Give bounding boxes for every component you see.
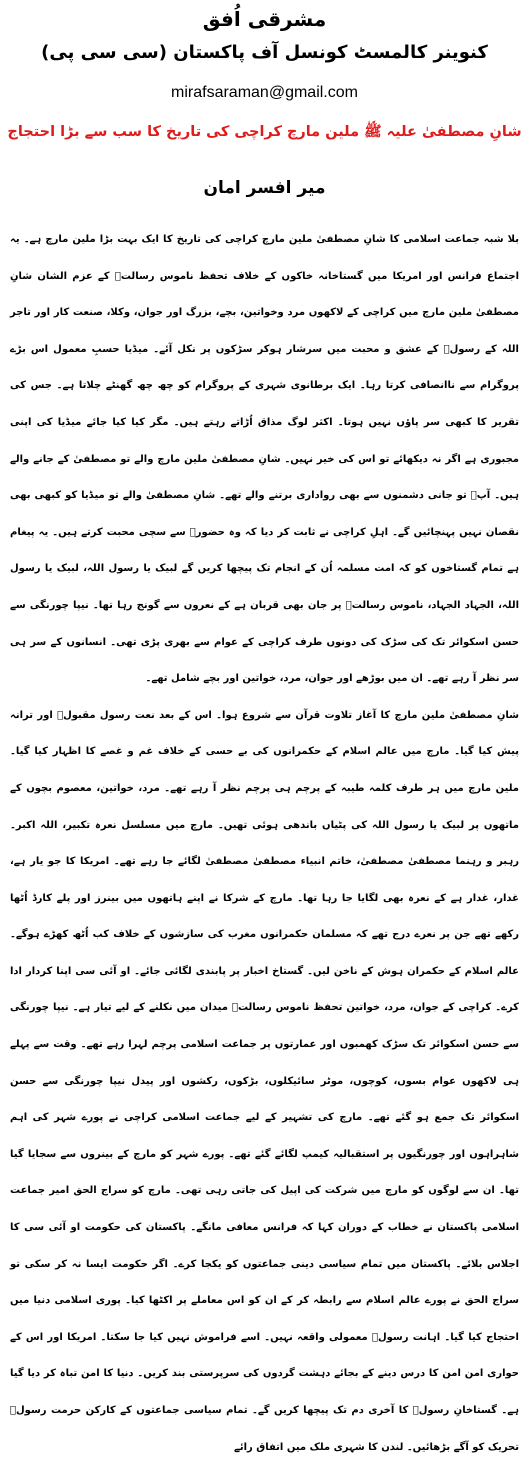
author-byline: میر افسر امان: [203, 178, 326, 198]
article-paragraph-1: بلا شبہ جماعت اسلامی کا شانِ مصطفیٰ ملین مارچ کراچی کی تاریخ کا ایک بہت بڑا ملین مارچ ہے۔ یہ اجتماع فرانس اور امریکا میں گستاخانہ خاکوں کے خلاف تحفظ ناموس رسالتؐ کے عزم الشان شانِ مصطفیٰ ملین مارچ میں کراچی کے لاکھوں مرد وخواتین، بچے، بزرگ اور جوان، وکلا، صنعت کار اور تاجر اللہ کے رسولؐ کے عشق و محبت میں سرشار ہوکر سڑکوں پر نکل آئے۔ میڈیا حسبِ معمول اس بڑے پروگرام سے ناانصافی کرتا رہا۔ ایک برطانوی شہری کے پروگرام کو چھ چھ گھنٹے چلاتا ہے۔ جس کی تقریر کا کبھی سر پاؤں نہیں ہوتا۔ اکثر لوگ مذاق اُڑاتے رہتے ہیں۔ مگر کیا کیا جائے میڈیا کی اپنی مجبوری ہے اگر نہ دیکھائے تو اس کی خیر نہیں۔ شانِ مصطفیٰ ملین مارچ والے تو مصطفیٰ کے جانے والے ہیں۔ آپؐ تو جانی دشمنوں سے بھی رواداری برتنے والے تھے۔ شانِ مصطفیٰ والے تو میڈیا کو کبھی بھی نقصان نہیں پہنچائیں گے۔ اہلِ کراچی نے ثابت کر دیا کہ وہ حضورؐ سے سچی محبت کرتے ہیں۔ یہ پیغام ہے تمام گستاخوں کو کہ امت مسلمہ اُن کے انجام تک پیچھا کریں گے لبیک یا رسول اللہ، لبیک یا رسول اللہ، الجہاد الجہاد، ناموس رسالتؐ پر جان بھی قربان ہے کے نعروں سے گونج رہا تھا۔ نیپا چورنگی سے حسن اسکوائر تک کی سڑک کی دونوں طرف کراچی کے عوام سے بھری پڑی تھی۔ انسانوں کے سر ہی سر نظر آ رہے تھے۔ ان میں بوڑھے اور جوان، مرد، خواتین اور بچے شامل تھے۔: [10, 234, 519, 685]
author-email[interactable]: mirafsaraman@gmail.com: [171, 84, 358, 101]
article-headline: شانِ مصطفیٰ علیہ ﷺ ملین مارچ کراچی کی تاریخ کا سب سے بڑا احتجاج: [7, 124, 522, 140]
article-paragraph-2: شانِ مصطفیٰ ملین مارچ کا آغاز تلاوت قرآن سے شروع ہوا۔ اس کے بعد نعت رسول مقبولؐ اور ترانہ پیش کیا گیا۔ مارچ میں عالم اسلام کے حکمرانوں کی بے حسی کے خلاف غم و غصے کا اظہار کیا گیا۔ ملین مارچ میں ہر طرف کلمہ طیبہ کے پرچم ہی پرچم نظر آ رہے تھے۔ مرد، خواتین، معصوم بچوں کے ماتھوں پر لبیک یا رسول اللہ کی پٹیاں باندھی ہوئی تھیں۔ مارچ میں مسلسل نعرہ تکبیر، اللہ اکبر۔ رہبر و رہنما مصطفیٰ مصطفیٰ، خاتم انبیاء مصطفیٰ مصطفیٰ لگائے جا رہے تھے۔ امریکا کا جو یار ہے، غدار، غدار ہے کے نعرہ بھی لگایا جا رہا تھا۔ مارچ کے شرکا نے اپنے ہاتھوں میں بینرز اور پلے کارڈ اُٹھا رکھے تھے جن پر نعرے درج تھے کہ مسلمان حکمرانوں مغرب کی سازشوں کے خلاف کب اُٹھ کھڑے ہوگے۔ عالم اسلام کے حکمران ہوش کے ناخن لیں۔ گستاخ اخبار پر پابندی لگائی جائے۔ او آئی سی اپنا کردار ادا کرے۔ کراچی کے جوان، مرد، خواتین تحفظ ناموس رسالتؐ میدان میں نکلنے کے لیے تیار ہے۔ نیپا چورنگی سے حسن اسکوائر تک سڑک کھمبوں اور عمارتوں پر جماعت اسلامی پرچم لہرا رہے تھے۔ وقت سے پہلے ہی لاکھوں عوام بسوں، کوچوں، موٹر سائیکلوں، بڑکوں، رکشوں اور پیدل نیپا چورنگی سے حسن اسکوائر تک جمع ہو گئے تھے۔ مارچ کی تشہیر کے لیے جماعت اسلامی کراچی نے پورے شہر کی اہم شاہراہوں اور چورنگیوں پر استقبالیہ کیمپ لگائے گئے تھے۔ پورے شہر کو مارچ کے بینروں سے سجایا گیا تھا۔ ان سے لوگوں کو مارچ میں شرکت کی اپیل کی جاتی رہی تھی۔ مارچ کو سراج الحق امیر جماعت اسلامی پاکستان نے خطاب کے دوران کہا کہ فرانس معافی مانگے۔ پاکستان کی حکومت او آئی سی کا اجلاس بلائے۔ پاکستان میں تمام سیاسی دینی جماعتوں کو یکجا کرے۔ اگر حکومت ایسا نہ کر سکی تو سراج الحق نے پورے عالم اسلام سے رابطہ کر کے ان کو اس معاملے پر اکٹھا کیا۔ پوری اسلامی دنیا میں احتجاج کیا گیا۔ اہانت رسولؐ معمولی واقعہ نہیں۔ اسے فراموش نہیں کیا جا سکتا۔ امریکا اور اس کے حواری امن امن کا درس دینے کے بجائے دہشت گردوں کی سرپرستی بند کریں۔ دنیا کا امن تباہ کر دیا گیا ہے۔ گستاخانِ رسولؐ کا آخری دم تک پیچھا کریں گے۔ تمام سیاسی جماعتوں کے کارکن حرمت رسولؐ تحریک کو آگے بڑھائیں۔ لندن کا شہری ملک میں اتفاق رائے: [10, 709, 519, 1453]
column-title: مشرقی اُفق: [202, 7, 327, 31]
author-designation: کنوینر کالمسٹ کونسل آف پاکستان (سی سی پی): [41, 42, 488, 63]
article-body: [10, 222, 519, 1466]
